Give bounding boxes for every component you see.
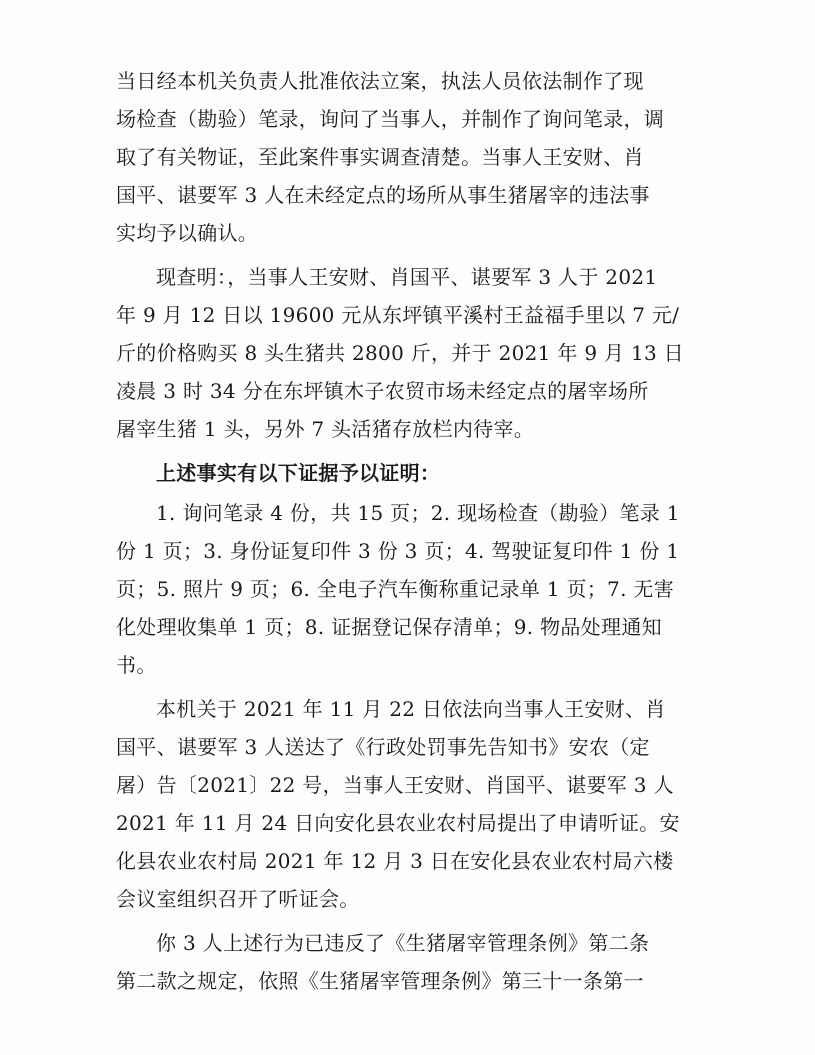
text-line: 书。 — [116, 653, 157, 677]
text-line: 屠宰生猪 1 头，另外 7 头活猪存放栏内待宰。 — [116, 417, 535, 441]
text-line: 取了有关物证，至此案件事实调查清楚。当事人王安财、肖 — [116, 145, 644, 169]
text-line: 国平、谌要军 3 人在未经定点的场所从事生猪屠宰的违法事 — [116, 183, 650, 207]
text-line: 你 3 人上述行为已违反了《生猪屠宰管理条例》第二条 — [156, 931, 650, 955]
text-line: 当日经本机关负责人批准依法立案，执法人员依法制作了现 — [116, 69, 644, 93]
text-line: 化处理收集单 1 页；8. 证据登记保存清单；9. 物品处理通知 — [116, 615, 662, 639]
text-line: 现查明：，当事人王安财、肖国平、谌要军 3 人于 2021 — [156, 265, 658, 289]
text-line: 份 1 页；3. 身份证复印件 3 份 3 页；4. 驾驶证复印件 1 份 1 — [116, 539, 680, 563]
text-line: 国平、谌要军 3 人送达了《行政处罚事先告知书》安农（定 — [116, 735, 650, 759]
evidence-heading — [116, 454, 676, 492]
text-line: 年 9 月 12 日以 19600 元从东坪镇平溪村王益福手里以 7 元/ — [116, 303, 680, 327]
text-line: 页；5. 照片 9 页；6. 全电子汽车衡称重记录单 1 页；7. 无害 — [116, 577, 674, 601]
text-line: 2021 年 11 月 24 日向安化县农业农村局提出了申请听证。安 — [116, 811, 680, 835]
text-line: 斤的价格购买 8 头生猪共 2800 斤，并于 2021 年 9 月 13 日 — [116, 341, 684, 365]
text-line: 屠）告〔2021〕22 号，当事人王安财、肖国平、谌要军 3 人 — [116, 773, 674, 797]
paragraph-violation — [116, 924, 676, 1000]
text-line: 场检查（勘验）笔录，询问了当事人，并制作了询问笔录，调 — [116, 107, 665, 131]
paragraph-evidence-list — [116, 494, 680, 684]
text-line: 第二款之规定，依照《生猪屠宰管理条例》第三十一条第一 — [116, 969, 644, 993]
document-body — [116, 62, 684, 1006]
text-line: 凌晨 3 时 34 分在东坪镇木子农贸市场未经定点的屠宰场所 — [116, 379, 649, 403]
text-line: 1. 询问笔录 4 份，共 15 页；2. 现场检查（勘验）笔录 1 — [156, 501, 680, 525]
paragraph-findings — [116, 258, 684, 448]
text-line: 实均予以确认。 — [116, 221, 259, 245]
paragraph-case-filing — [116, 62, 676, 252]
text-line: 上述事实有以下证据予以证明： — [156, 461, 441, 485]
text-line: 本机关于 2021 年 11 月 22 日依法向当事人王安财、肖 — [156, 697, 666, 721]
paragraph-hearing — [116, 690, 680, 918]
text-line: 会议室组织召开了听证会。 — [116, 887, 360, 911]
text-line: 化县农业农村局 2021 年 12 月 3 日在安化县农业农村局六楼 — [116, 849, 674, 873]
